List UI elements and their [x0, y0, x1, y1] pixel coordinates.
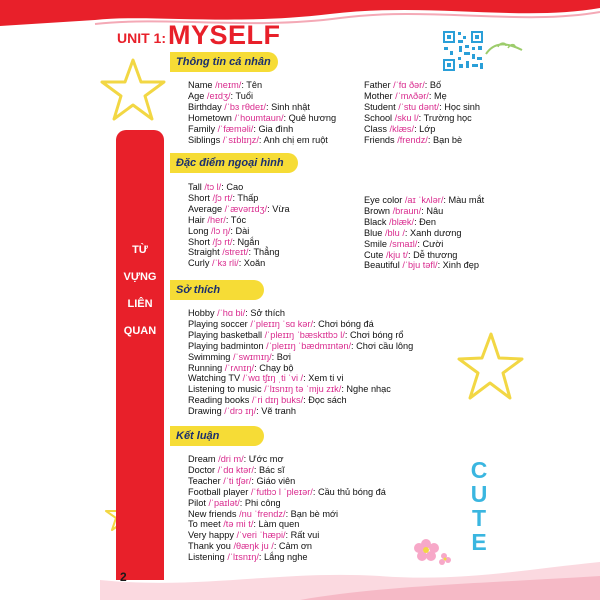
- vocab-meaning: Màu mắt: [448, 195, 485, 205]
- flower-icon: [412, 536, 452, 566]
- vocab-meaning: Nâu: [426, 205, 444, 216]
- vocab-word: Beautiful: [364, 260, 400, 271]
- vocab-meaning: Sở thích: [250, 308, 285, 318]
- vocab-meaning: Bạn bè: [432, 134, 463, 145]
- vocab-entry: Friends /frendz/: Bạn bè: [364, 134, 463, 145]
- vocab-meaning: Tuổi: [235, 90, 254, 101]
- vocab-word: Mother: [364, 90, 393, 101]
- vocab-phonetic: /ˈri dɪŋ buks/: [251, 395, 304, 406]
- vocab-meaning: Trường học: [423, 112, 472, 123]
- side-label-line: LIÊN: [127, 298, 153, 310]
- vocab-word: Brown: [364, 205, 391, 216]
- vocab-word: Average: [188, 203, 223, 214]
- vocab-meaning: Cảm ơn: [278, 541, 313, 552]
- vocab-entry: Age /eɪdʒ/: Tuổi: [188, 90, 254, 101]
- vocab-list-appearance-right: [364, 195, 484, 271]
- vocab-phonetic: /ˈveri ˈhæpi/: [236, 530, 286, 541]
- vocab-meaning: Tóc: [230, 214, 247, 225]
- vocab-phonetic: /ˈrʌnɪŋ/: [224, 362, 255, 373]
- vocab-phonetic: /ˈlɪsnɪŋ/: [227, 552, 259, 563]
- vocab-word: Watching TV: [188, 373, 241, 384]
- vocab-entry: Short /ʃɔ rt/: Ngắn: [188, 236, 260, 247]
- vocab-word: Thank you: [188, 541, 231, 552]
- vocab-phonetic: /ʃɔ rt/: [212, 192, 233, 203]
- vocab-word: Hobby: [188, 308, 215, 318]
- vocab-word: Family: [188, 123, 216, 134]
- vocab-meaning: Bơi: [276, 351, 291, 362]
- vocab-list-personal-right: [364, 80, 480, 145]
- vocab-word: Blue: [364, 227, 383, 238]
- star-icon: [455, 330, 525, 405]
- vocab-entry: Playing soccer /ˈpleɪɪŋ ˈsɑ kər/: Chơi bóng đá: [188, 318, 374, 329]
- vocab-word: Class: [364, 123, 387, 134]
- vocab-phonetic: /ˈswɪmɪŋ/: [232, 351, 272, 362]
- vocab-phonetic: /tə mi t/: [223, 519, 254, 530]
- vocab-meaning: Rất vui: [290, 530, 320, 541]
- side-bar: [116, 130, 164, 580]
- vocab-entry: Student /ˈstu dənt/: Học sinh: [364, 101, 480, 112]
- section-title-personal-info: Thông tin cá nhân: [170, 52, 278, 72]
- vocab-meaning: Dễ thương: [413, 249, 458, 260]
- vocab-entry: Mother /ˈmʌðər/: Mẹ: [364, 90, 447, 101]
- vocab-phonetic: /ˈhoumtaun/: [234, 112, 284, 123]
- vocab-phonetic: /ˈti tʃər/: [223, 475, 252, 486]
- vocab-word: Listening to music: [188, 384, 262, 395]
- vocab-word: Eye color: [364, 195, 403, 205]
- vocab-meaning: Cầu thủ bóng đá: [317, 486, 386, 497]
- vocab-phonetic: /ˈfæməli/: [217, 123, 254, 134]
- vocab-phonetic: /neɪm/: [215, 80, 242, 90]
- vocab-meaning: Vẽ tranh: [261, 406, 296, 417]
- vocab-entry: Long /lɔ ŋ/: Dài: [188, 225, 250, 236]
- vocab-meaning: Tên: [246, 80, 263, 90]
- vocab-list-conclusion: [188, 454, 386, 563]
- vocab-word: Straight: [188, 247, 220, 258]
- page-number: 2: [120, 570, 127, 584]
- vocab-phonetic: /her/: [207, 214, 226, 225]
- vocab-phonetic: /ˈpaɪlət/: [208, 497, 240, 508]
- vocab-word: Playing soccer: [188, 318, 248, 329]
- vocab-phonetic: /sku l/: [394, 112, 419, 123]
- vocab-phonetic: /ˈsɪblɪŋz/: [222, 134, 259, 145]
- cute-letter: T: [471, 505, 487, 531]
- vocab-entry: Hair /her/: Tóc: [188, 214, 247, 225]
- side-label-line: QUAN: [123, 325, 157, 337]
- vocab-entry: Listening to music /ˈlɪsnɪŋ tə ˈmju zɪk/: Nghe nhạc: [188, 384, 391, 395]
- vocab-entry: Curly /ˈkɜ rli/: Xoăn: [188, 258, 266, 269]
- vocab-meaning: Sinh nhật: [271, 101, 310, 112]
- vocab-phonetic: /ˈdrɔ ɪŋ/: [224, 406, 257, 417]
- vocab-word: Age: [188, 90, 205, 101]
- vocab-entry: Family /ˈfæməli/: Gia đình: [188, 123, 294, 134]
- vocab-word: Pilot: [188, 497, 206, 508]
- vocab-phonetic: /smaɪl/: [389, 238, 418, 249]
- vocab-entry: Football player /ˈfutbɔ l ˈpleɪər/: Cầu thủ bóng đá: [188, 486, 386, 497]
- vocab-word: School: [364, 112, 393, 123]
- vocab-word: Hometown: [188, 112, 232, 123]
- vocab-entry: Smile /smaɪl/: Cười: [364, 238, 444, 249]
- vocab-word: Playing badminton: [188, 340, 264, 351]
- vocab-phonetic: /ˈævərɪdʒ/: [224, 203, 268, 214]
- vocab-entry: Tall /tɔ l/: Cao: [188, 182, 244, 192]
- vocab-phonetic: /ˈhɑ bi/: [217, 308, 246, 318]
- vocab-meaning: Xinh đẹp: [442, 260, 479, 271]
- vocab-phonetic: /θæŋk ju /: [233, 541, 274, 552]
- vocab-list-hobbies: [188, 308, 413, 417]
- vocab-word: Playing basketball: [188, 329, 263, 340]
- vocab-word: Student: [364, 101, 396, 112]
- side-label-line: VỰNG: [123, 271, 157, 283]
- vocab-entry: Swimming /ˈswɪmɪŋ/: Bơi: [188, 351, 291, 362]
- vocab-meaning: Bố: [429, 80, 442, 90]
- cute-letter: C: [470, 457, 488, 483]
- vocab-word: Teacher: [188, 475, 221, 486]
- vocab-meaning: Vừa: [272, 203, 290, 214]
- vocab-entry: Cute /kju t/: Dễ thương: [364, 249, 458, 260]
- vocab-meaning: Ngắn: [237, 236, 260, 247]
- vocab-meaning: Chạy bộ: [259, 362, 294, 373]
- vocab-meaning: Thẳng: [253, 247, 280, 258]
- vocab-word: Listening: [188, 552, 225, 563]
- vocab-meaning: Lắng nghe: [264, 552, 308, 563]
- side-label-line: TỪ: [132, 244, 148, 256]
- vocab-entry: Short /ʃɔ rt/: Thấp: [188, 192, 259, 203]
- vocab-entry: Thank you /θæŋk ju /: Cảm ơn: [188, 541, 313, 552]
- vocab-phonetic: /ˈfɑ ðər/: [393, 80, 425, 90]
- vocab-entry: New friends /nu ˈfrendz/: Bạn bè mới: [188, 508, 339, 519]
- vocab-meaning: Bác sĩ: [259, 464, 285, 475]
- vocab-entry: To meet /tə mi t/: Làm quen: [188, 519, 300, 530]
- vocab-meaning: Làm quen: [258, 519, 300, 530]
- vocab-phonetic: /frendz/: [397, 134, 428, 145]
- vocab-entry: Pilot /ˈpaɪlət/: Phi công: [188, 497, 281, 508]
- vocab-entry: Beautiful /ˈbju təfl/: Xinh đẹp: [364, 260, 479, 271]
- vocab-phonetic: /ˈbju təfl/: [402, 260, 438, 271]
- vocab-phonetic: /blæk/: [389, 216, 415, 227]
- vocab-entry: Doctor /ˈdɑ ktər/: Bác sĩ: [188, 464, 285, 475]
- section-title-hobbies: Sở thích: [170, 280, 264, 300]
- vocab-word: Doctor: [188, 464, 216, 475]
- vocab-phonetic: /eɪdʒ/: [206, 90, 231, 101]
- vocab-phonetic: /ˈpleɪɪŋ ˈsɑ kər/: [250, 318, 314, 329]
- vocab-word: Dream: [188, 454, 216, 464]
- vocab-word: Running: [188, 362, 223, 373]
- vocab-entry: Birthday /ˈbɜ rθdeɪ/: Sinh nhật: [188, 101, 310, 112]
- unit-label: UNIT 1:: [117, 30, 166, 46]
- vocab-meaning: Giáo viên: [256, 475, 296, 486]
- vocab-meaning: Chơi cầu lông: [356, 340, 414, 351]
- cute-letter: U: [470, 481, 488, 507]
- vocab-meaning: Bạn bè mới: [290, 508, 339, 519]
- vocab-entry: Hometown /ˈhoumtaun/: Quê hương: [188, 112, 337, 123]
- vocab-entry: Siblings /ˈsɪblɪŋz/: Anh chị em ruột: [188, 134, 328, 145]
- vocab-meaning: Ước mơ: [248, 454, 284, 464]
- vocab-phonetic: /klæs/: [389, 123, 415, 134]
- vocab-entry: Teacher /ˈti tʃər/: Giáo viên: [188, 475, 296, 486]
- vocab-entry: Brown /braun/: Nâu: [364, 205, 444, 216]
- vocab-meaning: Anh chị em ruột: [263, 134, 328, 145]
- vocab-phonetic: /ˈpleɪɪŋ ˈbæskɪtbɔ l/: [264, 329, 345, 340]
- vocab-phonetic: /tɔ l/: [204, 182, 222, 192]
- vocab-entry: School /sku l/: Trường học: [364, 112, 472, 123]
- vocab-word: Reading books: [188, 395, 250, 406]
- cute-letter: E: [471, 529, 487, 555]
- vocab-entry: Running /ˈrʌnɪŋ/: Chạy bộ: [188, 362, 294, 373]
- vocab-phonetic: /blu /: [384, 227, 405, 238]
- vocab-meaning: Đọc sách: [308, 395, 347, 406]
- vocab-list-personal-left: [188, 80, 336, 145]
- vocab-meaning: Xanh dương: [409, 227, 462, 238]
- vocab-entry: Father /ˈfɑ ðər/: Bố: [364, 80, 442, 90]
- star-icon: [98, 56, 168, 126]
- vocab-meaning: Học sinh: [444, 101, 480, 112]
- vocab-meaning: Gia đình: [258, 123, 294, 134]
- vocab-entry: Playing basketball /ˈpleɪɪŋ ˈbæskɪtbɔ l/: Chơi bóng rổ: [188, 329, 404, 340]
- vocab-entry: Dream /dri m/: Ước mơ: [188, 454, 284, 464]
- vocab-entry: Reading books /ˈri dɪŋ buks/: Đọc sách: [188, 395, 347, 406]
- vocab-phonetic: /ˈmʌðər/: [395, 90, 429, 101]
- vocab-word: Drawing: [188, 406, 222, 417]
- vocab-meaning: Thấp: [237, 192, 259, 203]
- vocab-phonetic: /ʃɔ rt/: [212, 236, 233, 247]
- vocab-meaning: Đen: [419, 216, 437, 227]
- vocab-meaning: Cười: [422, 238, 444, 249]
- vocab-phonetic: /lɔ ŋ/: [211, 225, 231, 236]
- vocab-word: Very happy: [188, 530, 234, 541]
- vocab-phonetic: /braun/: [392, 205, 422, 216]
- vocab-word: Tall: [188, 182, 202, 192]
- vocab-phonetic: /ˈfutbɔ l ˈpleɪər/: [250, 486, 313, 497]
- section-title-appearance: Đặc điểm ngoại hình: [170, 153, 298, 173]
- vocab-word: Black: [364, 216, 387, 227]
- vocab-list-appearance-left: [188, 182, 290, 269]
- vocab-entry: Eye color /aɪ ˈkʌlər/: Màu mắt: [364, 195, 485, 205]
- vocab-meaning: Xem ti vi: [308, 373, 344, 384]
- vocab-phonetic: /ˈstu dənt/: [398, 101, 440, 112]
- vocab-meaning: Chơi bóng rổ: [350, 329, 404, 340]
- vocab-phonetic: /ˈkɜ rli/: [212, 258, 239, 269]
- vocab-entry: Name /neɪm/: Tên: [188, 80, 263, 90]
- vocab-word: Football player: [188, 486, 249, 497]
- vocab-word: Long: [188, 225, 209, 236]
- vocab-word: Hair: [188, 214, 205, 225]
- vocab-meaning: Mẹ: [433, 90, 447, 101]
- vocab-word: Birthday: [188, 101, 222, 112]
- cute-decoration: [466, 458, 492, 554]
- vocab-meaning: Dài: [235, 225, 250, 236]
- vocab-entry: Watching TV /ˈwɑ tʃɪŋ ˌti ˈvi /: Xem ti vi: [188, 373, 344, 384]
- vocab-word: Friends: [364, 134, 395, 145]
- vocab-phonetic: /ˈpleɪɪŋ ˈbædmɪntən/: [266, 340, 352, 351]
- vocab-phonetic: /ˈwɑ tʃɪŋ ˌti ˈvi /: [242, 373, 304, 384]
- vocab-phonetic: /nu ˈfrendz/: [239, 508, 286, 519]
- vocab-phonetic: /dri m/: [218, 454, 244, 464]
- vocab-phonetic: /ˈdɑ ktər/: [217, 464, 254, 475]
- vocab-phonetic: /kju t/: [385, 249, 408, 260]
- qr-code-icon: [442, 30, 484, 72]
- vocab-entry: Hobby /ˈhɑ bi/: Sở thích: [188, 308, 285, 318]
- section-title-conclusion: Kết luận: [170, 426, 264, 446]
- vocab-entry: Playing badminton /ˈpleɪɪŋ ˈbædmɪntən/: Chơi cầu lông: [188, 340, 414, 351]
- vocab-word: Father: [364, 80, 391, 90]
- vocab-meaning: Lớp: [419, 123, 436, 134]
- vocab-meaning: Xoăn: [243, 258, 266, 269]
- vocab-phonetic: /ˈbɜ rθdeɪ/: [224, 101, 266, 112]
- vocab-entry: Class /klæs/: Lớp: [364, 123, 436, 134]
- vocab-entry: Average /ˈævərɪdʒ/: Vừa: [188, 203, 290, 214]
- vocab-word: Swimming: [188, 351, 231, 362]
- vocab-entry: Drawing /ˈdrɔ ɪŋ/: Vẽ tranh: [188, 406, 296, 417]
- vocab-word: To meet: [188, 519, 221, 530]
- vocab-entry: Very happy /ˈveri ˈhæpi/: Rất vui: [188, 530, 320, 541]
- vocab-word: Smile: [364, 238, 387, 249]
- vocab-meaning: Cao: [226, 182, 244, 192]
- vocab-word: Siblings: [188, 134, 221, 145]
- vocab-word: Name: [188, 80, 213, 90]
- vocab-entry: Listening /ˈlɪsnɪŋ/: Lắng nghe: [188, 552, 308, 563]
- vocab-phonetic: /ˈlɪsnɪŋ tə ˈmju zɪk/: [264, 384, 342, 395]
- unit-title: MYSELF: [168, 20, 281, 50]
- vocab-word: Short: [188, 192, 210, 203]
- vocab-word: New friends: [188, 508, 237, 519]
- vocab-phonetic: /aɪ ˈkʌlər/: [404, 195, 444, 205]
- vocab-meaning: Chơi bóng đá: [318, 318, 374, 329]
- vocab-word: Cute: [364, 249, 384, 260]
- vocab-word: Short: [188, 236, 210, 247]
- vocab-phonetic: /streɪt/: [222, 247, 249, 258]
- vocab-meaning: Quê hương: [288, 112, 337, 123]
- leaf-icon: [484, 40, 524, 60]
- vocab-meaning: Phi công: [244, 497, 281, 508]
- vocab-meaning: Nghe nhạc: [346, 384, 391, 395]
- vocab-entry: Black /blæk/: Đen: [364, 216, 437, 227]
- vocab-entry: Blue /blu /: Xanh dương: [364, 227, 462, 238]
- vocab-entry: Straight /streɪt/: Thẳng: [188, 247, 280, 258]
- vocab-word: Curly: [188, 258, 210, 269]
